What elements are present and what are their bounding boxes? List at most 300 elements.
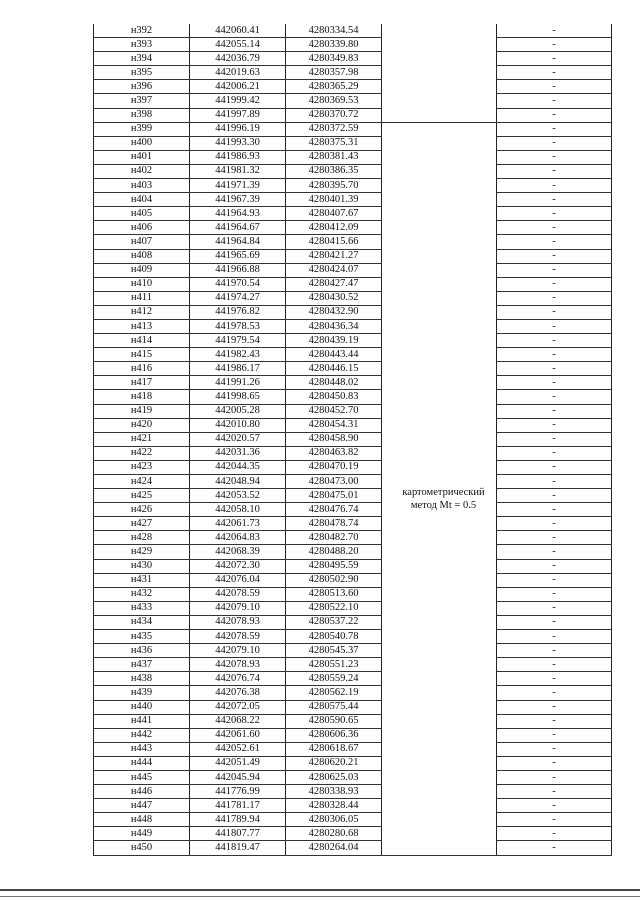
x-coordinate-cell: 442061.73 <box>190 517 286 531</box>
x-coordinate-cell: 441993.30 <box>190 136 286 150</box>
table-row <box>94 742 612 756</box>
table-row <box>94 150 612 164</box>
point-id-cell: н418 <box>94 390 190 404</box>
dash-cell: - <box>497 221 612 235</box>
y-coordinate-cell: 4280264.04 <box>286 841 382 855</box>
dash-cell: - <box>497 291 612 305</box>
method-cell <box>382 122 497 136</box>
x-coordinate-cell: 442010.80 <box>190 418 286 432</box>
x-coordinate-cell: 441996.19 <box>190 122 286 136</box>
y-coordinate-cell: 4280339.80 <box>286 38 382 52</box>
point-id-cell: н415 <box>94 348 190 362</box>
table-row <box>94 770 612 784</box>
y-coordinate-cell: 4280280.68 <box>286 827 382 841</box>
y-coordinate-cell: 4280537.22 <box>286 615 382 629</box>
table-row <box>94 305 612 319</box>
point-id-cell: н449 <box>94 827 190 841</box>
dash-cell: - <box>497 658 612 672</box>
x-coordinate-cell: 441986.93 <box>190 150 286 164</box>
x-coordinate-cell: 441966.88 <box>190 263 286 277</box>
table-row <box>94 404 612 418</box>
dash-cell: - <box>497 108 612 122</box>
point-id-cell: н440 <box>94 700 190 714</box>
x-coordinate-cell: 442051.49 <box>190 756 286 770</box>
dash-cell: - <box>497 334 612 348</box>
x-coordinate-cell: 442053.52 <box>190 489 286 503</box>
y-coordinate-cell: 4280522.10 <box>286 601 382 615</box>
x-coordinate-cell: 442052.61 <box>190 742 286 756</box>
point-id-cell: н407 <box>94 235 190 249</box>
y-coordinate-cell: 4280559.24 <box>286 672 382 686</box>
point-id-cell: н438 <box>94 672 190 686</box>
x-coordinate-cell: 441964.67 <box>190 221 286 235</box>
table-row <box>94 221 612 235</box>
method-cell <box>382 193 497 207</box>
table-row <box>94 728 612 742</box>
method-cell <box>382 756 497 770</box>
method-cell <box>382 404 497 418</box>
x-coordinate-cell: 442078.59 <box>190 630 286 644</box>
y-coordinate-cell: 4280488.20 <box>286 545 382 559</box>
method-note-line1: картометрический <box>402 487 485 498</box>
y-coordinate-cell: 4280427.47 <box>286 277 382 291</box>
method-cell <box>382 841 497 855</box>
y-coordinate-cell: 4280620.21 <box>286 756 382 770</box>
x-coordinate-cell: 442079.10 <box>190 644 286 658</box>
y-coordinate-cell: 4280412.09 <box>286 221 382 235</box>
method-cell <box>382 559 497 573</box>
dash-cell: - <box>497 305 612 319</box>
table-row <box>94 207 612 221</box>
method-cell <box>382 390 497 404</box>
table-row <box>94 841 612 855</box>
coordinates-table <box>93 24 612 856</box>
point-id-cell: н417 <box>94 376 190 390</box>
method-cell <box>382 446 497 460</box>
y-coordinate-cell: 4280470.19 <box>286 460 382 474</box>
method-cell <box>382 686 497 700</box>
x-coordinate-cell: 442048.94 <box>190 475 286 489</box>
point-id-cell: н437 <box>94 658 190 672</box>
dash-cell: - <box>497 193 612 207</box>
method-cell <box>382 150 497 164</box>
table-row <box>94 164 612 178</box>
table-row <box>94 24 612 38</box>
table-row <box>94 813 612 827</box>
dash-cell: - <box>497 404 612 418</box>
y-coordinate-cell: 4280545.37 <box>286 644 382 658</box>
x-coordinate-cell: 441971.39 <box>190 179 286 193</box>
table-row <box>94 714 612 728</box>
dash-cell: - <box>497 559 612 573</box>
method-cell <box>382 179 497 193</box>
method-cell <box>382 24 497 38</box>
method-cell <box>382 362 497 376</box>
table-row <box>94 362 612 376</box>
y-coordinate-cell: 4280338.93 <box>286 785 382 799</box>
x-coordinate-cell: 441974.27 <box>190 291 286 305</box>
method-cell <box>382 432 497 446</box>
x-coordinate-cell: 442078.93 <box>190 615 286 629</box>
dash-cell: - <box>497 742 612 756</box>
dash-cell: - <box>497 390 612 404</box>
method-cell <box>382 545 497 559</box>
x-coordinate-cell: 442076.38 <box>190 686 286 700</box>
dash-cell: - <box>497 700 612 714</box>
method-note-line2: метод Mt = 0.5 <box>410 500 477 511</box>
x-coordinate-cell: 441991.26 <box>190 376 286 390</box>
x-coordinate-cell: 442076.04 <box>190 573 286 587</box>
method-cell <box>382 376 497 390</box>
point-id-cell: н422 <box>94 446 190 460</box>
x-coordinate-cell: 441970.54 <box>190 277 286 291</box>
y-coordinate-cell: 4280424.07 <box>286 263 382 277</box>
method-cell <box>382 728 497 742</box>
x-coordinate-cell: 441999.42 <box>190 94 286 108</box>
y-coordinate-cell: 4280430.52 <box>286 291 382 305</box>
method-cell <box>382 52 497 66</box>
dash-cell: - <box>497 150 612 164</box>
x-coordinate-cell: 441776.99 <box>190 785 286 799</box>
dash-cell: - <box>497 94 612 108</box>
x-coordinate-cell: 442076.74 <box>190 672 286 686</box>
point-id-cell: н412 <box>94 305 190 319</box>
y-coordinate-cell: 4280372.59 <box>286 122 382 136</box>
point-id-cell: н425 <box>94 489 190 503</box>
point-id-cell: н419 <box>94 404 190 418</box>
method-cell <box>382 785 497 799</box>
x-coordinate-cell: 442055.14 <box>190 38 286 52</box>
table-row <box>94 587 612 601</box>
method-cell <box>382 80 497 94</box>
method-cell <box>382 66 497 80</box>
point-id-cell: н421 <box>94 432 190 446</box>
y-coordinate-cell: 4280386.35 <box>286 164 382 178</box>
method-cell <box>382 249 497 263</box>
y-coordinate-cell: 4280606.36 <box>286 728 382 742</box>
y-coordinate-cell: 4280349.83 <box>286 52 382 66</box>
point-id-cell: н414 <box>94 334 190 348</box>
table-row <box>94 418 612 432</box>
dash-cell: - <box>497 531 612 545</box>
point-id-cell: н445 <box>94 770 190 784</box>
point-id-cell: н394 <box>94 52 190 66</box>
point-id-cell: н432 <box>94 587 190 601</box>
dash-cell: - <box>497 517 612 531</box>
table-row <box>94 559 612 573</box>
point-id-cell: н441 <box>94 714 190 728</box>
table-row <box>94 179 612 193</box>
method-cell <box>382 348 497 362</box>
table-row <box>94 545 612 559</box>
x-coordinate-cell: 442005.28 <box>190 404 286 418</box>
table-row <box>94 644 612 658</box>
point-id-cell: н439 <box>94 686 190 700</box>
dash-cell: - <box>497 38 612 52</box>
y-coordinate-cell: 4280452.70 <box>286 404 382 418</box>
y-coordinate-cell: 4280395.70 <box>286 179 382 193</box>
point-id-cell: н396 <box>94 80 190 94</box>
point-id-cell: н404 <box>94 193 190 207</box>
y-coordinate-cell: 4280625.03 <box>286 770 382 784</box>
method-cell <box>382 277 497 291</box>
table-row <box>94 52 612 66</box>
y-coordinate-cell: 4280328.44 <box>286 799 382 813</box>
table-row <box>94 80 612 94</box>
y-coordinate-cell: 4280495.59 <box>286 559 382 573</box>
method-cell <box>382 827 497 841</box>
y-coordinate-cell: 4280432.90 <box>286 305 382 319</box>
y-coordinate-cell: 4280365.29 <box>286 80 382 94</box>
x-coordinate-cell: 442036.79 <box>190 52 286 66</box>
table-row <box>94 658 612 672</box>
table-row <box>94 432 612 446</box>
dash-cell: - <box>497 80 612 94</box>
table-row <box>94 531 612 545</box>
x-coordinate-cell: 441965.69 <box>190 249 286 263</box>
dash-cell: - <box>497 644 612 658</box>
dash-cell: - <box>497 207 612 221</box>
x-coordinate-cell: 442058.10 <box>190 503 286 517</box>
dash-cell: - <box>497 615 612 629</box>
method-cell <box>382 813 497 827</box>
point-id-cell: н409 <box>94 263 190 277</box>
table-row <box>94 390 612 404</box>
x-coordinate-cell: 442020.57 <box>190 432 286 446</box>
point-id-cell: н430 <box>94 559 190 573</box>
y-coordinate-cell: 4280443.44 <box>286 348 382 362</box>
dash-cell: - <box>497 489 612 503</box>
dash-cell: - <box>497 573 612 587</box>
dash-cell: - <box>497 587 612 601</box>
method-cell <box>382 601 497 615</box>
y-coordinate-cell: 4280482.70 <box>286 531 382 545</box>
method-cell <box>382 291 497 305</box>
x-coordinate-cell: 441819.47 <box>190 841 286 855</box>
point-id-cell: н446 <box>94 785 190 799</box>
y-coordinate-cell: 4280450.83 <box>286 390 382 404</box>
y-coordinate-cell: 4280478.74 <box>286 517 382 531</box>
y-coordinate-cell: 4280458.90 <box>286 432 382 446</box>
dash-cell: - <box>497 475 612 489</box>
dash-cell: - <box>497 503 612 517</box>
method-cell <box>382 334 497 348</box>
y-coordinate-cell: 4280370.72 <box>286 108 382 122</box>
dash-cell: - <box>497 249 612 263</box>
dash-cell: - <box>497 179 612 193</box>
dash-cell: - <box>497 164 612 178</box>
dash-cell: - <box>497 348 612 362</box>
dash-cell: - <box>497 799 612 813</box>
point-id-cell: н428 <box>94 531 190 545</box>
dash-cell: - <box>497 728 612 742</box>
scan-border-line <box>0 889 640 891</box>
scan-border-line-secondary <box>0 896 640 897</box>
x-coordinate-cell: 442072.30 <box>190 559 286 573</box>
point-id-cell: н400 <box>94 136 190 150</box>
point-id-cell: н433 <box>94 601 190 615</box>
point-id-cell: н405 <box>94 207 190 221</box>
table-row <box>94 573 612 587</box>
table-row <box>94 686 612 700</box>
point-id-cell: н426 <box>94 503 190 517</box>
dash-cell: - <box>497 418 612 432</box>
table-row <box>94 108 612 122</box>
method-cell <box>382 38 497 52</box>
table-row <box>94 460 612 474</box>
x-coordinate-cell: 441789.94 <box>190 813 286 827</box>
y-coordinate-cell: 4280618.67 <box>286 742 382 756</box>
point-id-cell: н429 <box>94 545 190 559</box>
dash-cell: - <box>497 460 612 474</box>
y-coordinate-cell: 4280381.43 <box>286 150 382 164</box>
table-row <box>94 672 612 686</box>
y-coordinate-cell: 4280306.05 <box>286 813 382 827</box>
coordinates-table-body <box>94 24 612 855</box>
point-id-cell: н424 <box>94 475 190 489</box>
point-id-cell: н427 <box>94 517 190 531</box>
table-row <box>94 489 612 503</box>
method-cell <box>382 164 497 178</box>
dash-cell: - <box>497 841 612 855</box>
x-coordinate-cell: 442060.41 <box>190 24 286 38</box>
dash-cell: - <box>497 785 612 799</box>
method-cell <box>382 207 497 221</box>
method-cell <box>382 714 497 728</box>
table-row <box>94 291 612 305</box>
method-cell <box>382 672 497 686</box>
x-coordinate-cell: 442079.10 <box>190 601 286 615</box>
method-cell <box>382 418 497 432</box>
method-cell <box>382 517 497 531</box>
x-coordinate-cell: 442006.21 <box>190 80 286 94</box>
point-id-cell: н408 <box>94 249 190 263</box>
y-coordinate-cell: 4280436.34 <box>286 319 382 333</box>
method-cell <box>382 644 497 658</box>
dash-cell: - <box>497 672 612 686</box>
table-row <box>94 785 612 799</box>
point-id-cell: н443 <box>94 742 190 756</box>
table-row <box>94 827 612 841</box>
point-id-cell: н434 <box>94 615 190 629</box>
x-coordinate-cell: 441976.82 <box>190 305 286 319</box>
method-cell <box>382 235 497 249</box>
point-id-cell: н406 <box>94 221 190 235</box>
y-coordinate-cell: 4280476.74 <box>286 503 382 517</box>
dash-cell: - <box>497 52 612 66</box>
table-row <box>94 799 612 813</box>
x-coordinate-cell: 441807.77 <box>190 827 286 841</box>
x-coordinate-cell: 441998.65 <box>190 390 286 404</box>
y-coordinate-cell: 4280502.90 <box>286 573 382 587</box>
method-cell <box>382 305 497 319</box>
method-cell <box>382 742 497 756</box>
x-coordinate-cell: 442061.60 <box>190 728 286 742</box>
point-id-cell: н431 <box>94 573 190 587</box>
point-id-cell: н410 <box>94 277 190 291</box>
dash-cell: - <box>497 263 612 277</box>
dash-cell: - <box>497 277 612 291</box>
method-cell <box>382 108 497 122</box>
dash-cell: - <box>497 601 612 615</box>
table-row <box>94 615 612 629</box>
dash-cell: - <box>497 66 612 80</box>
method-cell <box>382 221 497 235</box>
table-row <box>94 334 612 348</box>
table-row <box>94 630 612 644</box>
point-id-cell: н420 <box>94 418 190 432</box>
point-id-cell: н393 <box>94 38 190 52</box>
table-row <box>94 348 612 362</box>
y-coordinate-cell: 4280439.19 <box>286 334 382 348</box>
x-coordinate-cell: 442064.83 <box>190 531 286 545</box>
method-cell <box>382 136 497 150</box>
dash-cell: - <box>497 714 612 728</box>
point-id-cell: н444 <box>94 756 190 770</box>
table-row <box>94 517 612 531</box>
point-id-cell: н413 <box>94 319 190 333</box>
dash-cell: - <box>497 756 612 770</box>
dash-cell: - <box>497 122 612 136</box>
table-row <box>94 193 612 207</box>
point-id-cell: н402 <box>94 164 190 178</box>
method-cell <box>382 799 497 813</box>
table-row <box>94 475 612 489</box>
method-cell <box>382 587 497 601</box>
dash-cell: - <box>497 362 612 376</box>
table-row <box>94 277 612 291</box>
x-coordinate-cell: 441979.54 <box>190 334 286 348</box>
y-coordinate-cell: 4280590.65 <box>286 714 382 728</box>
point-id-cell: н416 <box>94 362 190 376</box>
table-row <box>94 319 612 333</box>
x-coordinate-cell: 442068.39 <box>190 545 286 559</box>
method-cell <box>382 460 497 474</box>
x-coordinate-cell: 442078.93 <box>190 658 286 672</box>
y-coordinate-cell: 4280473.00 <box>286 475 382 489</box>
dash-cell: - <box>497 446 612 460</box>
table-row <box>94 263 612 277</box>
y-coordinate-cell: 4280513.60 <box>286 587 382 601</box>
x-coordinate-cell: 441981.32 <box>190 164 286 178</box>
table-row <box>94 122 612 136</box>
dash-cell: - <box>497 24 612 38</box>
method-cell <box>382 94 497 108</box>
y-coordinate-cell: 4280575.44 <box>286 700 382 714</box>
y-coordinate-cell: 4280357.98 <box>286 66 382 80</box>
method-cell <box>382 770 497 784</box>
y-coordinate-cell: 4280421.27 <box>286 249 382 263</box>
point-id-cell: н447 <box>94 799 190 813</box>
point-id-cell: н401 <box>94 150 190 164</box>
y-coordinate-cell: 4280334.54 <box>286 24 382 38</box>
x-coordinate-cell: 442078.59 <box>190 587 286 601</box>
table-row <box>94 601 612 615</box>
y-coordinate-cell: 4280448.02 <box>286 376 382 390</box>
dash-cell: - <box>497 813 612 827</box>
x-coordinate-cell: 441997.89 <box>190 108 286 122</box>
y-coordinate-cell: 4280401.39 <box>286 193 382 207</box>
y-coordinate-cell: 4280375.31 <box>286 136 382 150</box>
method-cell <box>382 319 497 333</box>
dash-cell: - <box>497 630 612 644</box>
dash-cell: - <box>497 235 612 249</box>
point-id-cell: н397 <box>94 94 190 108</box>
dash-cell: - <box>497 827 612 841</box>
y-coordinate-cell: 4280454.31 <box>286 418 382 432</box>
table-row <box>94 503 612 517</box>
point-id-cell: н448 <box>94 813 190 827</box>
